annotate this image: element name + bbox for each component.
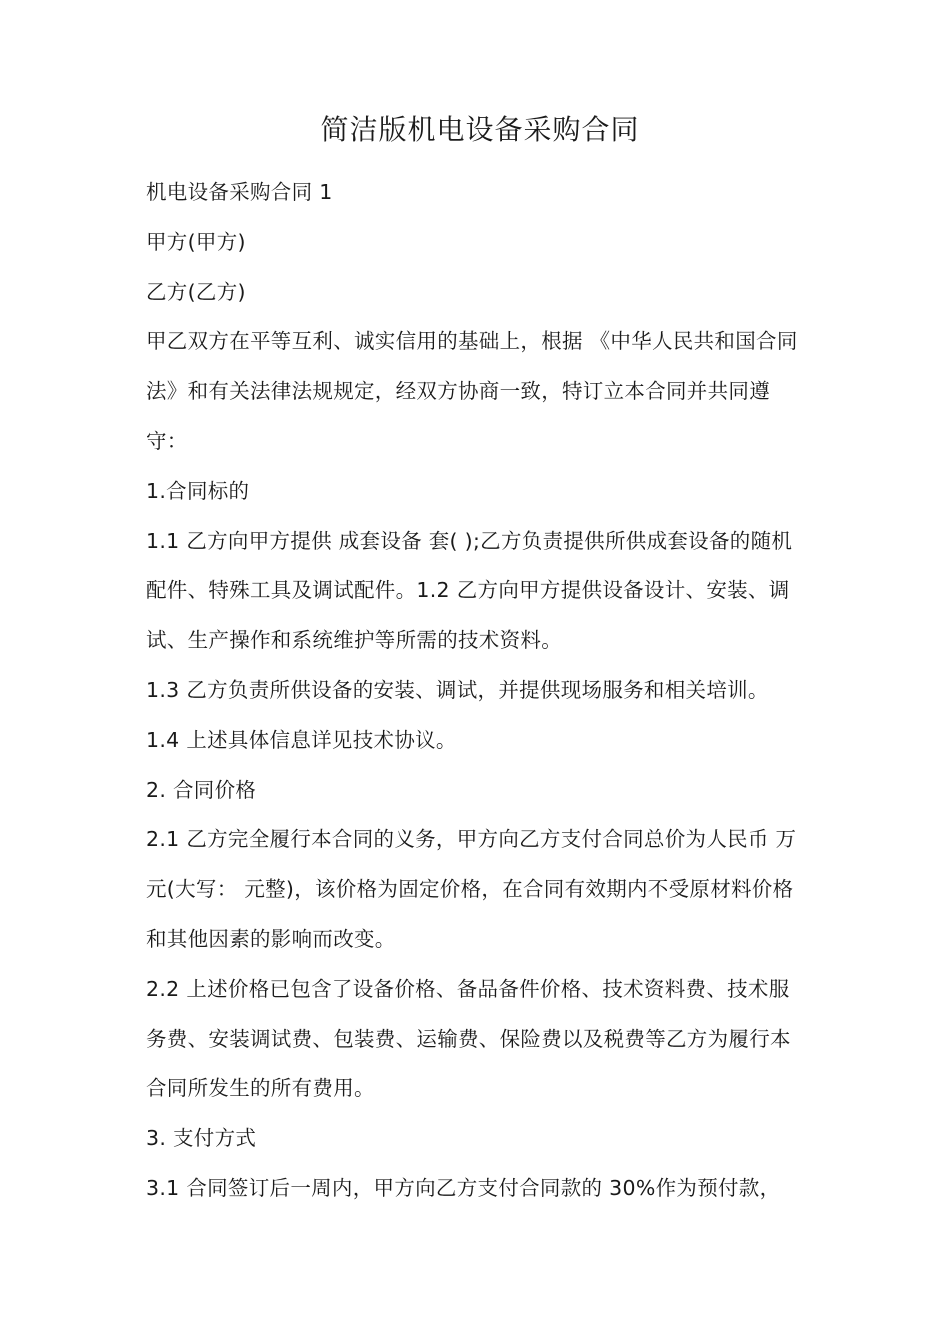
heading-contract-subject: 1.合同标的 <box>146 478 250 503</box>
paragraph-party-a: 甲方(甲方) <box>146 229 246 254</box>
heading-contract-price: 2. 合同价格 <box>146 777 257 802</box>
paragraph-clause-1-4: 1.4 上述具体信息详见技术协议。 <box>146 727 457 752</box>
paragraph-clause-1-1: 1.1 乙方向甲方提供 成套设备 套( );乙方负责提供所供成套设备的随机配件、特殊工具及调试配件。1.2 乙方向甲方提供设备设计、安装、调试、生产操作和系统维护等所需的技术资料。 <box>146 528 793 653</box>
paragraph-preamble: 甲乙双方在平等互利、诚实信用的基础上，根据 《中华人民共和国合同法》和有关法律法规规定，经双方协商一致，特订立本合同并共同遵守： <box>146 329 798 453</box>
document-title: 简洁版机电设备采购合同 <box>320 113 640 146</box>
paragraph-clause-2-2: 2.2 上述价格已包含了设备价格、备品备件价格、技术资料费、技术服务费、安装调试费、包装费、运输费、保险费以及税费等乙方为履行本合同所发生的所有费用。 <box>146 976 791 1101</box>
paragraph-clause-2-1: 2.1 乙方完全履行本合同的义务，甲方向乙方支付合同总价为人民币 万元(大写： 元整)，该价格为固定价格，在合同有效期内不受原材料价格和其他因素的影响而改变。 <box>146 827 797 951</box>
paragraph-clause-1-3: 1.3 乙方负责所供设备的安装、调试，并提供现场服务和相关培训。 <box>146 677 769 702</box>
paragraph-party-b: 乙方(乙方) <box>146 279 246 304</box>
paragraph-contract-number: 机电设备采购合同 1 <box>146 180 333 204</box>
heading-payment-method: 3. 支付方式 <box>146 1126 257 1151</box>
paragraph-clause-3-1: 3.1 合同签订后一周内，甲方向乙方支付合同款的 30%作为预付款， <box>146 1175 781 1200</box>
